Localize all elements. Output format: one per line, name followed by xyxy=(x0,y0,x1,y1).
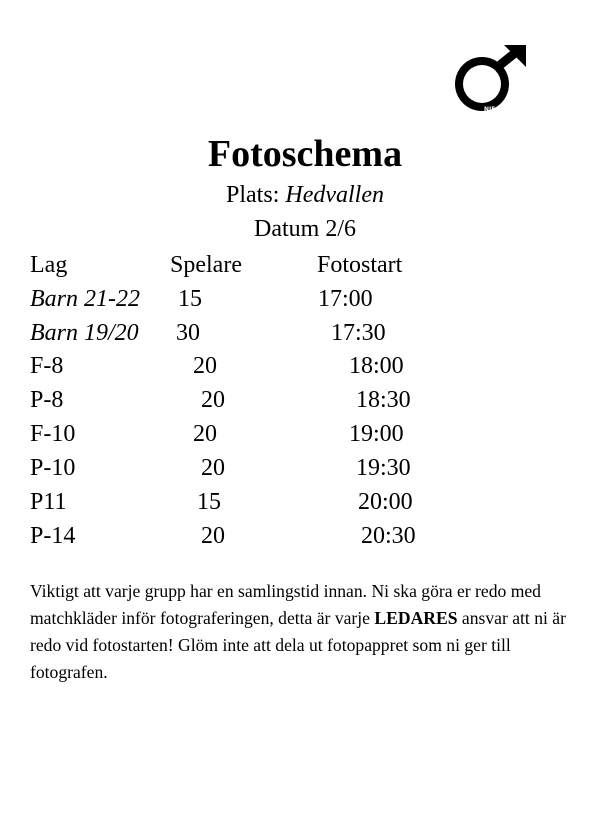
row-time: 19:00 xyxy=(349,421,404,447)
row-time: 18:00 xyxy=(349,353,404,379)
row-players: 20 xyxy=(201,523,225,549)
note-text-before: Viktigt att varje grupp har en samlingstid innan. Ni ska göra er redo med matchkläder inför fotograferingen, detta är varje xyxy=(30,581,541,628)
date-line: Datum 2/6 xyxy=(254,216,356,242)
nif-logo xyxy=(450,42,530,122)
row-team: F-8 xyxy=(30,353,64,379)
row-players: 15 xyxy=(178,286,202,312)
row-players: 15 xyxy=(197,489,221,515)
place-value: Hedvallen xyxy=(285,182,384,208)
table-row xyxy=(0,523,600,557)
logo-text: NIF xyxy=(484,106,496,113)
header-time: Fotostart xyxy=(317,252,403,278)
place-line xyxy=(0,182,600,209)
info-note xyxy=(30,578,575,686)
place-label: Plats: xyxy=(226,182,280,208)
table-row xyxy=(0,421,600,455)
row-players: 30 xyxy=(176,320,200,346)
row-team: Barn 21-22 xyxy=(30,286,140,312)
row-team: F-10 xyxy=(30,421,76,447)
row-team: Barn 19/20 xyxy=(30,320,139,346)
note-text-after: ansvar att ni är redo vid fotostarten! Glöm inte att dela ut fotopappret som ni ger till fotografen. xyxy=(30,608,566,682)
row-players: 20 xyxy=(201,455,225,481)
row-time: 19:30 xyxy=(356,455,411,481)
table-row xyxy=(0,387,600,421)
row-team: P11 xyxy=(30,489,67,515)
row-players: 20 xyxy=(201,387,225,413)
note-bold: LEDARES xyxy=(374,608,458,628)
row-team: P-8 xyxy=(30,387,64,413)
table-row xyxy=(0,489,600,523)
table-row xyxy=(0,286,600,320)
header-players: Spelare xyxy=(170,252,242,278)
row-time: 17:30 xyxy=(331,320,386,346)
table-row xyxy=(0,455,600,489)
row-time: 18:30 xyxy=(356,387,411,413)
table-row xyxy=(0,320,600,354)
row-time: 20:00 xyxy=(358,489,413,515)
table-header xyxy=(0,252,600,286)
row-players: 20 xyxy=(193,421,217,447)
row-time: 17:00 xyxy=(318,286,373,312)
row-players: 20 xyxy=(193,353,217,379)
row-team: P-10 xyxy=(30,455,76,481)
row-team: P-14 xyxy=(30,523,76,549)
header-team: Lag xyxy=(30,252,68,278)
table-row xyxy=(0,353,600,387)
page-title: Fotoschema xyxy=(207,133,403,175)
row-time: 20:30 xyxy=(361,523,416,549)
